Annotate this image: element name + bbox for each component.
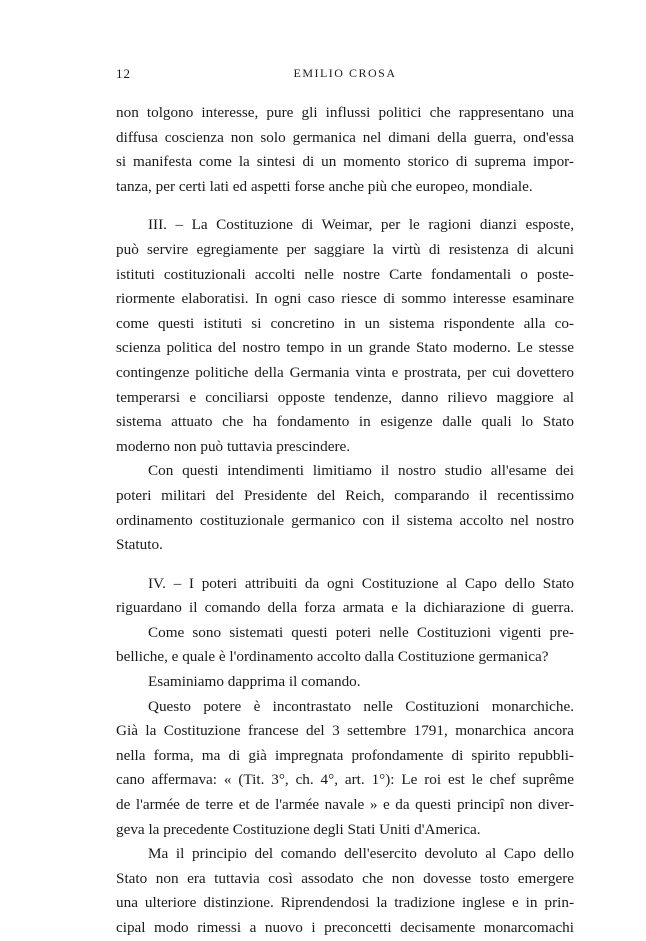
running-head: EMILIO CROSA (293, 66, 397, 80)
page-header (116, 66, 574, 86)
paragraph-section-iv (116, 572, 574, 621)
text-line: scienza politica del nostro tempo in un grande Stato moderno. Le stesse (116, 339, 574, 357)
text-line: sistema attuato che ha fondamento in esigenze dalle quali lo Stato (116, 413, 574, 431)
text-line: riguardano il comando della forza armata e la dichiarazione di guerra. (116, 599, 574, 617)
section-gap (116, 558, 574, 572)
paragraph (116, 459, 574, 557)
text-line: Esaminiamo dapprima il comando. (148, 673, 361, 691)
text-line: Come sono sistemati questi poteri nelle Costituzioni vigenti pre- (148, 623, 574, 641)
text-line: una ulteriore distinzione. Riprendendosi la tradizione inglese e in prin- (116, 894, 574, 912)
text-line: diffusa coscienza non solo germanica nel dimani della guerra, ond'essa (116, 128, 574, 146)
text-line: Già la Costituzione francese del 3 settembre 1791, monarchica ancora (116, 722, 574, 740)
text-line: temperarsi e conciliarsi opposte tendenze, danno rilievo maggiore al (116, 388, 574, 406)
text-line: come questi istituti si concretino in un sistema rispondente alla co- (116, 314, 574, 332)
text-line: poteri militari del Presidente del Reich, comparando il recentissimo (116, 486, 574, 504)
text-line: non tolgono interesse, pure gli influssi politici che rappresentano una (116, 104, 574, 121)
text-line: IV. – I poteri attribuiti da ogni Costituzione al Capo dello Stato (148, 574, 574, 592)
text-line: cipal modo rimessi a nuovo i preconcetti decisamente monarcomachi (116, 919, 574, 936)
text-line: de l'armée de terre et de l'armée navale » e da questi principî non diver- (116, 796, 574, 814)
paragraph (116, 101, 574, 199)
text-line: nella forma, ma di già impregnata profondamente di spirito repubbli- (116, 746, 574, 764)
text-line: tanza, per certi lati ed aspetti forse anche più che europeo, mondiale. (116, 177, 533, 195)
text-line: Questo potere è incontrastato nelle Costituzioni monarchiche. (148, 697, 574, 715)
text-line: ordinamento costituzionale germanico con il sistema accolto nel nostro (116, 511, 574, 529)
text-line: III. – La Costituzione di Weimar, per le ragioni dianzi esposte, (148, 216, 574, 234)
text-line: Statuto. (116, 536, 163, 554)
text-line: riormente elaboratisi. In ogni caso riesce di sommo interesse esaminare (116, 290, 574, 308)
section-gap (116, 199, 574, 213)
paragraph (116, 621, 574, 670)
paragraph-section-iii (116, 213, 574, 459)
text-line: Con questi intendimenti limitiamo il nostro studio all'esame dei (148, 462, 574, 480)
page-number: 12 (116, 66, 131, 81)
text-line: moderno non può tuttavia prescindere. (116, 437, 351, 455)
text-line: si manifesta come la sintesi di un momento storico di suprema impor- (116, 153, 574, 171)
body-text (116, 101, 574, 941)
text-line: contingenze politiche della Germania vinta e prostrata, per cui dovettero (116, 363, 574, 381)
text-line: belliche, e quale è l'ordinamento accolto dalla Costituzione germanica? (116, 648, 549, 666)
text-line: geva la precedente Costituzione degli Stati Uniti d'America. (116, 820, 481, 838)
paragraph (116, 842, 574, 940)
text-line: può servire egregiamente per saggiare la virtù di resistenza di alcuni (116, 240, 574, 258)
text-line: Ma il principio del comando dell'esercito devoluto al Capo dello (148, 845, 574, 863)
paragraph (116, 695, 574, 843)
text-line: istituti costituzionali accolti nelle nostre Carte fondamentali o poste- (116, 265, 574, 283)
text-line: Stato non era tuttavia così assodato che non dovesse tosto emergere (116, 869, 574, 887)
text-line: cano affermava: « (Tit. 3°, ch. 4°, art. 1°): Le roi est le chef suprême (116, 771, 574, 789)
paragraph (116, 670, 574, 695)
